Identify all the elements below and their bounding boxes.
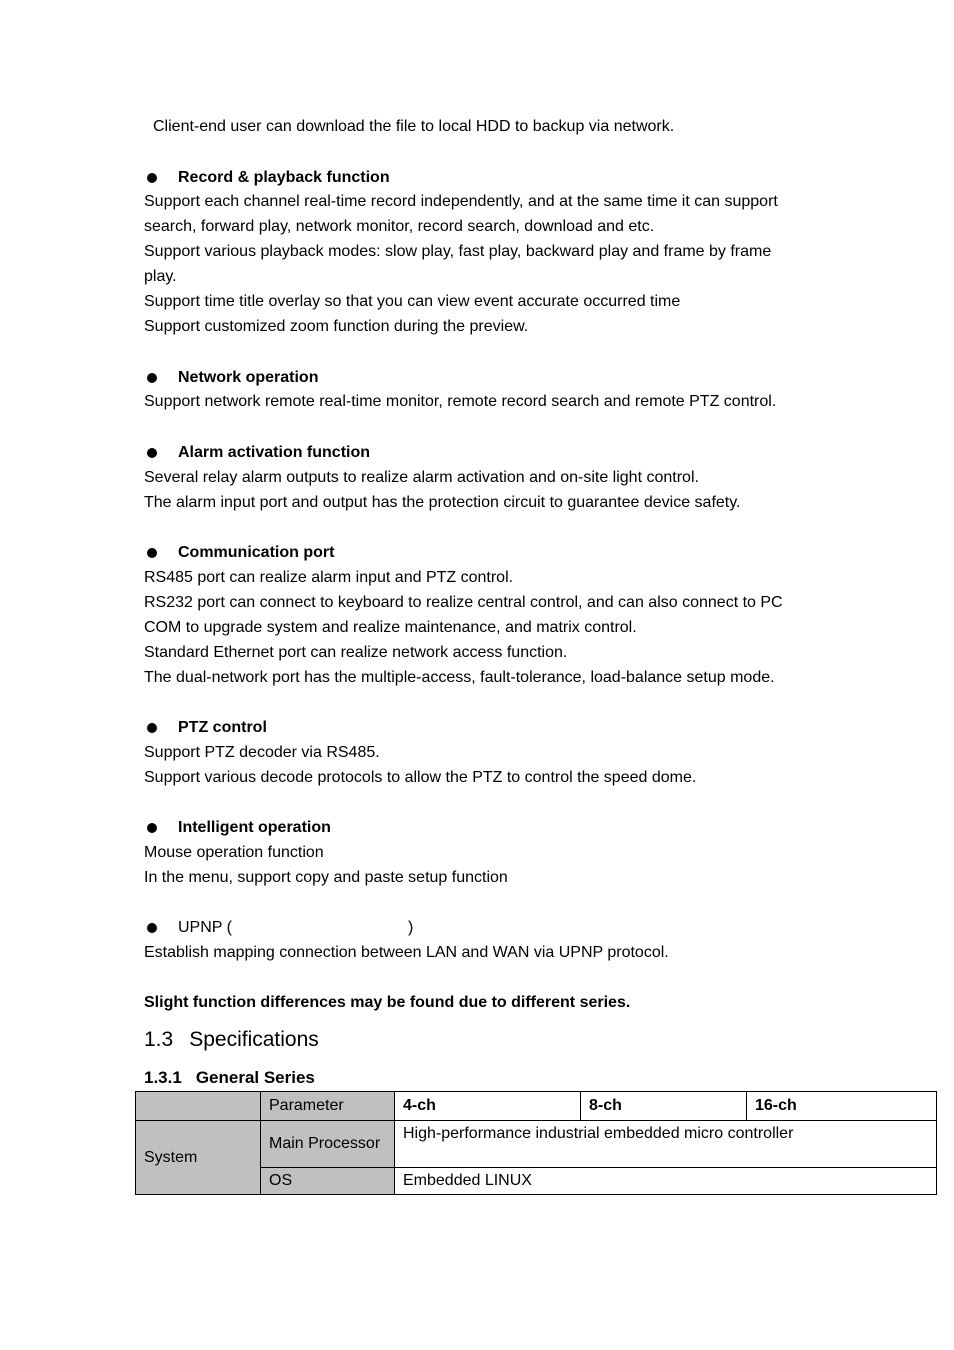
text-line: In the menu, support copy and paste setup function [144,869,508,886]
subsection-title: General Series [195,1068,315,1087]
text-line: Support network remote real-time monitor, remote record search and remote PTZ control. [144,393,777,410]
subsection-number: 1.3.1 [144,1068,182,1087]
section-heading-label: PTZ control [178,719,267,736]
text-line: Support PTZ decoder via RS485. [144,744,380,761]
section-number: 1.3 [144,1028,174,1051]
section-heading-label: Record & playback function [178,169,390,186]
text-line: Support each channel real-time record independently, and at the same time it can support [144,193,778,210]
section-heading-label: Communication port [178,544,335,561]
text-line: The dual-network port has the multiple-access, fault-tolerance, load-balance setup mode. [144,669,775,686]
table-param-cell: OS [261,1168,395,1195]
text-line: Support various playback modes: slow play, fast play, backward play and frame by frame [144,243,772,260]
table-header-parameter: Parameter [261,1092,395,1121]
bullet-icon [147,548,157,558]
table-header-16ch: 16-ch [747,1092,937,1121]
bullet-icon [147,923,157,933]
text-line: Support time title overlay so that you can view event accurate occurred time [144,293,681,310]
section-heading-label: Network operation [178,369,319,386]
text-line: Support various decode protocols to allow the PTZ to control the speed dome. [144,769,697,786]
text-line: Standard Ethernet port can realize network access function. [144,644,568,661]
intro-line: Client-end user can download the file to local HDD to backup via network. [153,118,675,135]
section-title: Specifications [189,1028,319,1051]
bullet-icon [147,723,157,733]
table-row [136,1121,937,1168]
spec-table [135,1091,937,1195]
section-heading-label: Alarm activation function [178,444,371,461]
text-line: RS485 port can realize alarm input and PTZ control. [144,569,514,586]
bullet-icon [147,373,157,383]
text-line: search, forward play, network monitor, record search, download and etc. [144,218,655,235]
text-line: RS232 port can connect to keyboard to realize central control, and can also connect to PC [144,594,783,611]
text-line: The alarm input port and output has the protection circuit to guarantee device safety. [144,494,741,511]
section-heading-specifications [144,1028,319,1052]
text-line: Several relay alarm outputs to realize alarm activation and on-site light control. [144,469,699,486]
text-line: play. [144,268,177,285]
series-note: Slight function differences may be found due to different series. [144,994,631,1011]
bullet-icon [147,823,157,833]
table-header-4ch: 4-ch [395,1092,581,1121]
text-line: Establish mapping connection between LAN and WAN via UPNP protocol. [144,944,669,961]
text-line: Support customized zoom function during the preview. [144,318,529,335]
table-header-row [136,1092,937,1121]
text-line: COM to upgrade system and realize maintenance, and matrix control. [144,619,637,636]
bullet-icon [147,173,157,183]
table-value-cell: Embedded LINUX [395,1168,937,1195]
subsection-heading-general-series [144,1068,315,1088]
section-heading-label: Intelligent operation [178,819,331,836]
bullet-icon [147,448,157,458]
table-param-cell: Main Processor [261,1121,395,1168]
text-line: Mouse operation function [144,844,324,861]
upnp-heading-suffix: ) [408,919,414,936]
upnp-heading-prefix: UPNP ( [178,919,232,936]
table-group-system: System [136,1121,261,1195]
table-header-8ch: 8-ch [581,1092,747,1121]
table-value-cell: High-performance industrial embedded micro controller [395,1121,937,1168]
table-corner-cell [136,1092,261,1121]
